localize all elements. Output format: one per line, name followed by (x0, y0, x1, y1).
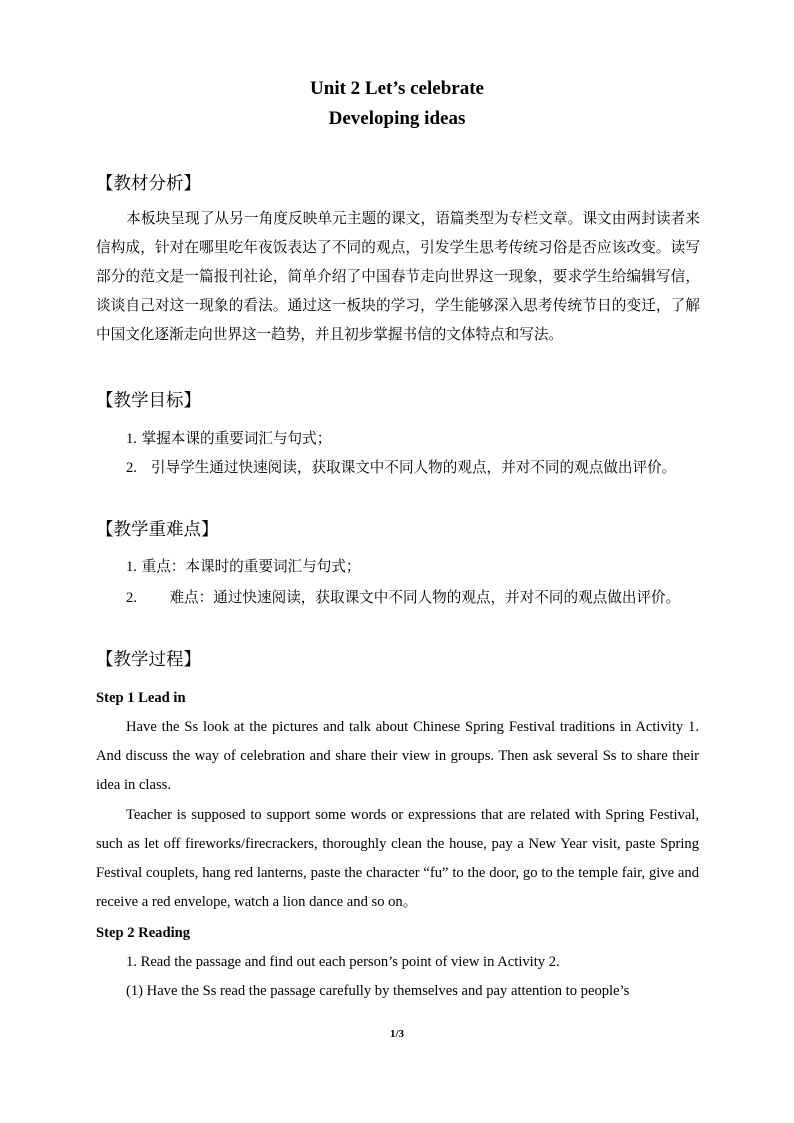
document-title: Unit 2 Let’s celebrate (310, 78, 484, 99)
step-1-title: Step 1 Lead in (96, 690, 186, 706)
objective-item-1 (96, 424, 700, 454)
key-point-item-2 (96, 583, 700, 613)
key-point-item-1-text: 重点：本课时的重要词汇与句式； (141, 558, 361, 575)
objective-item-2 (96, 453, 700, 483)
analysis-paragraph (96, 204, 700, 349)
section-heading-objectives: 【教学目标】 (96, 391, 201, 411)
objective-item-2-text: 引导学生通过快速阅读，获取课文中不同人物的观点，并对不同的观点做出评价。 (150, 459, 677, 476)
step-2-paragraph-1-text: 1. Read the passage and find out each person’s point of view in Activity 2. (126, 954, 560, 970)
step-2-paragraph-1 (96, 948, 699, 977)
section-heading-key-points: 【教学重难点】 (96, 520, 219, 540)
key-point-item-2-number: 2. (126, 590, 137, 606)
section-heading-process: 【教学过程】 (96, 650, 201, 670)
section-heading-analysis: 【教材分析】 (96, 174, 201, 194)
analysis-paragraph-text: 本板块呈现了从另一角度反映单元主题的课文，语篇类型为专栏文章。课文由两封读者来信构成，针对在哪里吃年夜饭表达了不同的观点，引发学生思考传统习俗是否应该改变。读写部分的范文是一篇报刊社论，简单介绍了中国春节走向世界这一现象，要求学生给编辑写信，谈谈自己对这一现象的看法。通过这一板块的学习，学生能够深入思考传统节日的变迁，了解中国文化逐渐走向世界这一趋势，并且初步掌握书信的文体特点和写法。 (96, 210, 700, 343)
objective-item-1-text: 掌握本课的重要词汇与句式； (141, 430, 332, 447)
key-point-item-1-number: 1. (126, 559, 137, 575)
step-1-paragraph-1 (96, 713, 699, 800)
step-1-paragraph-2-text: Teacher is supposed to support some words or expressions that are related with Spring Festival, such as let off fireworks/firecrackers, thoroughly clean the house, pay a New Year visit, paste Spring Festival couplets, hang red lanterns, paste the character “fu” to the door, go to the temple fair, give and receive a red envelope, watch a lion dance and so on。 (96, 807, 699, 910)
objective-item-1-number: 1. (126, 431, 137, 447)
page-number: 1/3 (389, 1028, 405, 1040)
key-point-item-1 (96, 552, 700, 582)
document-subtitle: Developing ideas (328, 108, 466, 129)
step-1-paragraph-1-text: Have the Ss look at the pictures and talk about Chinese Spring Festival traditions in Activity 1. And discuss the way of celebration and share their view in groups. Then ask several Ss to share their idea in class. (96, 719, 699, 793)
step-2-title: Step 2 Reading (96, 925, 191, 941)
key-point-item-2-text: 难点：通过快速阅读，获取课文中不同人物的观点，并对不同的观点做出评价。 (169, 589, 681, 606)
step-2-paragraph-2-text: (1) Have the Ss read the passage carefully by themselves and pay attention to people’s (126, 983, 630, 999)
step-2-paragraph-2 (96, 977, 699, 1006)
objective-item-2-number: 2. (126, 460, 137, 476)
step-1-paragraph-2 (96, 801, 699, 917)
